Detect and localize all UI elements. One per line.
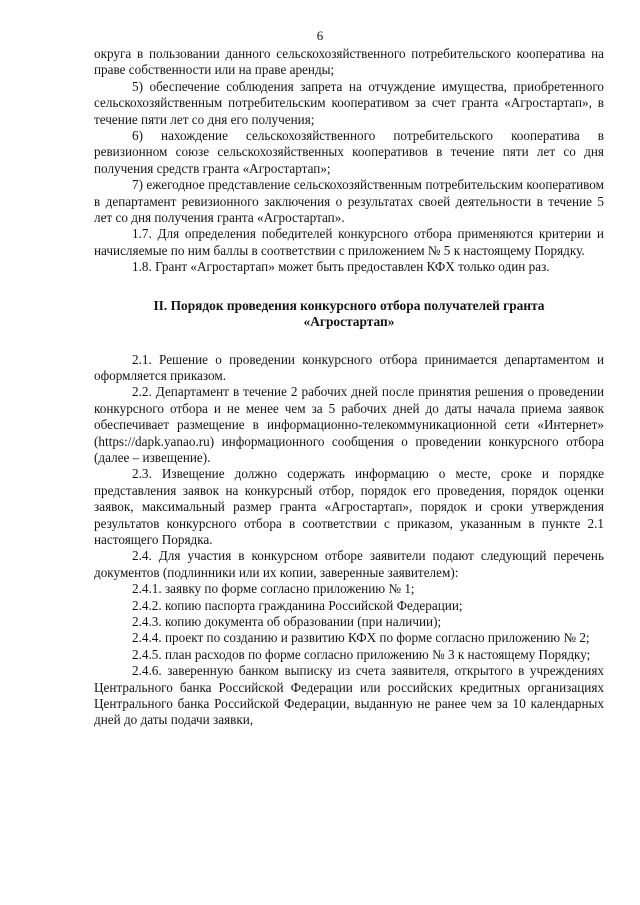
paragraph: 2.4.1. заявку по форме согласно приложению № 1;	[132, 581, 415, 597]
paragraph: 2.3. Извещение должно содержать информацию о месте, сроке и порядке представления заявок на конкурсный отбор, порядок его проведения, порядок оценки заявок, максимальный размер гранта «Агростартап», порядок и сроки утверждения результатов конкурсного отбора в соответствии с приказом, указанным в пункте 2.1 настоящего Порядка.	[94, 466, 604, 547]
paragraph: 2.4.5. план расходов по форме согласно приложению № 3 к настоящему Порядку;	[132, 646, 591, 662]
paragraph: 2.1. Решение о проведении конкурсного отбора принимается департаментом и оформляется приказом.	[94, 351, 604, 383]
paragraph: 2.4.4. проект по созданию и развитию КФХ по форме согласно приложению № 2;	[132, 630, 590, 646]
paragraph: 1.7. Для определения победителей конкурсного отбора применяются критерии и начисляемые по ним баллы в соответствии с приложением № 5 к настоящему Порядку.	[94, 226, 604, 258]
paragraph: 6) нахождение сельскохозяйственного потребительского кооператива в ревизионном союзе сельскохозяйственных кооперативов в течение пяти лет со дня получения средств гранта «Агростартап»;	[94, 128, 604, 176]
paragraph: 5) обеспечение соблюдения запрета на отчуждение имущества, приобретенного сельскохозяйственным потребительским кооперативом за счет гранта «Агростартап», в течение пяти лет со дня его получения;	[94, 78, 604, 127]
document-body	[94, 46, 604, 729]
paragraph: 2.2. Департамент в течение 2 рабочих дней после принятия решения о проведении конкурсного отбора и не менее чем за 5 рабочих дней до даты начала приема заявок обеспечивает размещение в информационно-телекоммуникационной сети «Интернет» (https://dapk.yanao.ru) информационного сообщения о проведении конкурсного отбора (далее – извещение).	[94, 384, 604, 465]
paragraph: 2.4.2. копию паспорта гражданина Российской Федерации;	[132, 597, 463, 613]
section-heading	[94, 298, 604, 331]
page-number: 6	[316, 28, 324, 43]
paragraph: 2.4.6. заверенную банком выписку из счета заявителя, открытого в учреждениях Центрального банка Российской Федерации или российских кредитных организациях Центрального банка Российской Федерации, выданную не ранее чем за 10 календарных дней до даты подачи заявки,	[94, 663, 604, 728]
paragraph: 2.4. Для участия в конкурсном отборе заявители подают следующий перечень документов (подлинники или их копии, заверенные заявителем):	[94, 548, 604, 580]
section-heading-line: II. Порядок проведения конкурсного отбора получателей гранта	[153, 297, 545, 313]
paragraph: 2.4.3. копию документа об образовании (при наличии);	[132, 614, 442, 629]
paragraph: 7) ежегодное представление сельскохозяйственным потребительским кооперативом в департамент ревизионного заключения о результатах своей деятельности в течение 5 лет со дня получения гранта «Агростартап».	[94, 177, 604, 226]
paragraph: 1.8. Грант «Агростартап» может быть предоставлен КФХ только один раз.	[132, 259, 550, 275]
section-heading-line: «Агростартап»	[303, 314, 395, 330]
paragraph: округа в пользовании данного сельскохозяйственного потребительского кооператива на праве собственности или на праве аренды;	[94, 46, 604, 78]
